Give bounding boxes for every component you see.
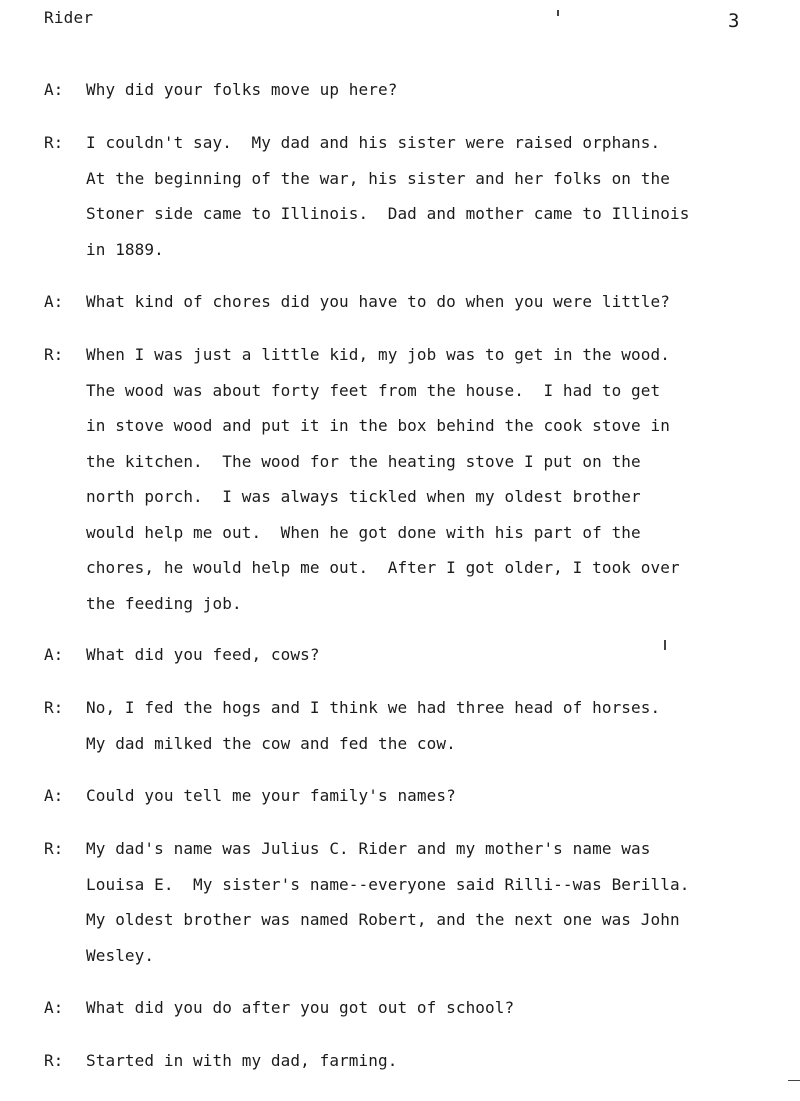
- text-line: in 1889.: [86, 239, 164, 259]
- text-line: the kitchen. The wood for the heating stove I put on the: [86, 451, 641, 471]
- text-line: No, I fed the hogs and I think we had three head of horses.: [86, 698, 661, 717]
- scan-speck: [557, 10, 559, 16]
- text-line: My dad's name was Julius C. Rider and my mother's name was: [86, 839, 651, 858]
- text-line: Wesley.: [86, 945, 155, 965]
- scan-speck: [664, 640, 666, 650]
- text-line: What did you feed, cows?: [86, 645, 320, 664]
- speaker-label: A:: [44, 292, 64, 311]
- speaker-label: A:: [44, 786, 64, 805]
- text-line: Started in with my dad, farming.: [86, 1051, 398, 1070]
- header-name: Rider: [44, 8, 94, 27]
- text-line: When I was just a little kid, my job was to get in the wood.: [86, 345, 670, 364]
- text-line: chores, he would help me out. After I got older, I took over: [86, 558, 680, 577]
- page-number: 3: [728, 10, 740, 32]
- text-line: Louisa E. My sister's name--everyone said Rilli--was Berilla.: [86, 874, 690, 894]
- text-line: Stoner side came to Illinois. Dad and mother came to Illinois: [86, 204, 690, 223]
- text-line: What kind of chores did you have to do when you were little?: [86, 292, 670, 311]
- speaker-label: R:: [44, 1051, 64, 1070]
- speaker-label: A:: [44, 998, 64, 1017]
- speaker-label: R:: [44, 839, 64, 858]
- speaker-label: A:: [44, 645, 64, 664]
- text-line: would help me out. When he got done with his part of the: [86, 522, 641, 542]
- text-line: the feeding job.: [86, 593, 242, 613]
- text-line: The wood was about forty feet from the house. I had to get: [86, 380, 661, 400]
- speaker-label: R:: [44, 698, 64, 717]
- text-line: At the beginning of the war, his sister and her folks on the: [86, 168, 670, 188]
- text-line: Why did your folks move up here?: [86, 80, 398, 99]
- text-line: in stove wood and put it in the box behind the cook stove in: [86, 416, 670, 435]
- scan-speck: [788, 1080, 800, 1081]
- text-line: My dad milked the cow and fed the cow.: [86, 733, 456, 753]
- text-line: Could you tell me your family's names?: [86, 786, 456, 805]
- text-line: I couldn't say. My dad and his sister were raised orphans.: [86, 133, 661, 152]
- text-line: north porch. I was always tickled when my oldest brother: [86, 487, 641, 506]
- speaker-label: R:: [44, 133, 64, 152]
- speaker-label: R:: [44, 345, 64, 364]
- text-line: What did you do after you got out of school?: [86, 998, 515, 1017]
- speaker-label: A:: [44, 80, 64, 99]
- text-line: My oldest brother was named Robert, and the next one was John: [86, 910, 680, 929]
